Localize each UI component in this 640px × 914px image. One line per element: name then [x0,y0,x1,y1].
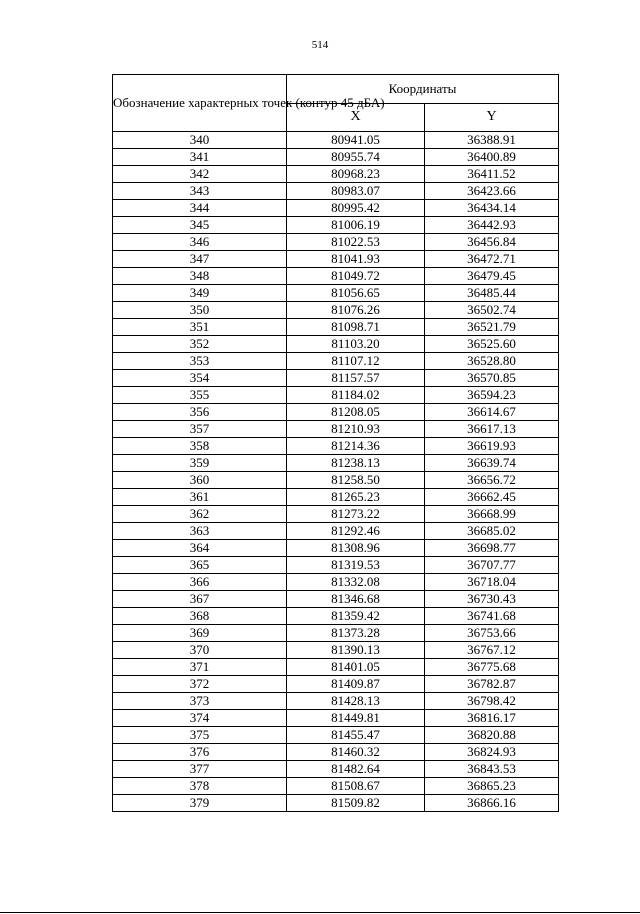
table-row [113,608,559,625]
point-id-cell: 357 [113,421,287,438]
x-coordinate-cell: 81508.67 [287,778,425,795]
x-coordinate-cell: 81210.93 [287,421,425,438]
y-coordinate-cell: 36718.04 [425,574,559,591]
table-row [113,421,559,438]
x-coordinate-cell: 81214.36 [287,438,425,455]
point-id-cell: 350 [113,302,287,319]
y-coordinate-cell: 36485.44 [425,285,559,302]
y-coordinate-cell: 36656.72 [425,472,559,489]
table-row [113,268,559,285]
x-coordinate-cell: 81509.82 [287,795,425,812]
y-coordinate-cell: 36865.23 [425,778,559,795]
table-row [113,132,559,149]
header-point-designation: Обозначение характерных точек (контур 45 дБА) [113,75,287,132]
table-row [113,659,559,676]
y-coordinate-cell: 36824.93 [425,744,559,761]
table-row [113,676,559,693]
point-id-cell: 353 [113,353,287,370]
x-coordinate-cell: 80968.23 [287,166,425,183]
point-id-cell: 375 [113,727,287,744]
table-row [113,489,559,506]
table-body [113,132,559,812]
y-coordinate-cell: 36614.67 [425,404,559,421]
x-coordinate-cell: 81022.53 [287,234,425,251]
x-coordinate-cell: 80983.07 [287,183,425,200]
table-row [113,591,559,608]
y-coordinate-cell: 36668.99 [425,506,559,523]
table-row [113,642,559,659]
point-id-cell: 347 [113,251,287,268]
x-coordinate-cell: 81455.47 [287,727,425,744]
x-coordinate-cell: 81184.02 [287,387,425,404]
y-coordinate-cell: 36388.91 [425,132,559,149]
point-id-cell: 342 [113,166,287,183]
x-coordinate-cell: 81346.68 [287,591,425,608]
point-id-cell: 366 [113,574,287,591]
x-coordinate-cell: 81041.93 [287,251,425,268]
y-coordinate-cell: 36502.74 [425,302,559,319]
point-id-cell: 348 [113,268,287,285]
y-coordinate-cell: 36639.74 [425,455,559,472]
point-id-cell: 373 [113,693,287,710]
x-coordinate-cell: 81098.71 [287,319,425,336]
table-header [113,75,559,132]
bottom-edge-line [0,912,640,913]
table-row [113,285,559,302]
x-coordinate-cell: 81449.81 [287,710,425,727]
x-coordinate-cell: 81273.22 [287,506,425,523]
point-id-cell: 349 [113,285,287,302]
x-coordinate-cell: 81332.08 [287,574,425,591]
y-coordinate-cell: 36456.84 [425,234,559,251]
table-row [113,557,559,574]
x-coordinate-cell: 81390.13 [287,642,425,659]
x-coordinate-cell: 81319.53 [287,557,425,574]
table-row [113,387,559,404]
point-id-cell: 372 [113,676,287,693]
point-id-cell: 352 [113,336,287,353]
y-coordinate-cell: 36767.12 [425,642,559,659]
x-coordinate-cell: 81056.65 [287,285,425,302]
table-row [113,370,559,387]
point-id-cell: 370 [113,642,287,659]
point-id-cell: 346 [113,234,287,251]
table-row [113,166,559,183]
x-coordinate-cell: 81359.42 [287,608,425,625]
y-coordinate-cell: 36820.88 [425,727,559,744]
table-row [113,319,559,336]
y-coordinate-cell: 36400.89 [425,149,559,166]
table-row [113,574,559,591]
table-row [113,778,559,795]
y-coordinate-cell: 36619.93 [425,438,559,455]
point-id-cell: 344 [113,200,287,217]
table-row [113,234,559,251]
x-coordinate-cell: 81428.13 [287,693,425,710]
header-y: Y [425,103,559,132]
point-id-cell: 369 [113,625,287,642]
point-id-cell: 341 [113,149,287,166]
table-row [113,540,559,557]
point-id-cell: 362 [113,506,287,523]
point-id-cell: 368 [113,608,287,625]
table-row [113,795,559,812]
point-id-cell: 376 [113,744,287,761]
x-coordinate-cell: 81103.20 [287,336,425,353]
y-coordinate-cell: 36753.66 [425,625,559,642]
table-row [113,625,559,642]
point-id-cell: 377 [113,761,287,778]
x-coordinate-cell: 81482.64 [287,761,425,778]
x-coordinate-cell: 80995.42 [287,200,425,217]
table-row [113,404,559,421]
x-coordinate-cell: 80941.05 [287,132,425,149]
table-row [113,727,559,744]
x-coordinate-cell: 81292.46 [287,523,425,540]
table-row [113,455,559,472]
x-coordinate-cell: 81107.12 [287,353,425,370]
x-coordinate-cell: 81460.32 [287,744,425,761]
x-coordinate-cell: 81238.13 [287,455,425,472]
point-id-cell: 371 [113,659,287,676]
y-coordinate-cell: 36434.14 [425,200,559,217]
point-id-cell: 363 [113,523,287,540]
point-id-cell: 359 [113,455,287,472]
y-coordinate-cell: 36685.02 [425,523,559,540]
table-row [113,438,559,455]
y-coordinate-cell: 36570.85 [425,370,559,387]
table-row [113,302,559,319]
y-coordinate-cell: 36698.77 [425,540,559,557]
table-row [113,693,559,710]
y-coordinate-cell: 36782.87 [425,676,559,693]
point-id-cell: 343 [113,183,287,200]
table-row [113,336,559,353]
y-coordinate-cell: 36843.53 [425,761,559,778]
x-coordinate-cell: 81049.72 [287,268,425,285]
y-coordinate-cell: 36525.60 [425,336,559,353]
x-coordinate-cell: 81208.05 [287,404,425,421]
x-coordinate-cell: 81258.50 [287,472,425,489]
table-row [113,217,559,234]
point-id-cell: 355 [113,387,287,404]
y-coordinate-cell: 36411.52 [425,166,559,183]
point-id-cell: 374 [113,710,287,727]
x-coordinate-cell: 81308.96 [287,540,425,557]
y-coordinate-cell: 36775.68 [425,659,559,676]
y-coordinate-cell: 36730.43 [425,591,559,608]
x-coordinate-cell: 81157.57 [287,370,425,387]
y-coordinate-cell: 36442.93 [425,217,559,234]
y-coordinate-cell: 36798.42 [425,693,559,710]
point-id-cell: 367 [113,591,287,608]
x-coordinate-cell: 81401.05 [287,659,425,676]
x-coordinate-cell: 81076.26 [287,302,425,319]
table-row [113,251,559,268]
x-coordinate-cell: 81265.23 [287,489,425,506]
y-coordinate-cell: 36662.45 [425,489,559,506]
x-coordinate-cell: 80955.74 [287,149,425,166]
table-row [113,710,559,727]
y-coordinate-cell: 36423.66 [425,183,559,200]
table-row [113,744,559,761]
x-coordinate-cell: 81006.19 [287,217,425,234]
table-row [113,183,559,200]
table-row [113,200,559,217]
y-coordinate-cell: 36741.68 [425,608,559,625]
point-id-cell: 340 [113,132,287,149]
point-id-cell: 361 [113,489,287,506]
point-id-cell: 379 [113,795,287,812]
y-coordinate-cell: 36521.79 [425,319,559,336]
y-coordinate-cell: 36479.45 [425,268,559,285]
point-id-cell: 345 [113,217,287,234]
table-row [113,761,559,778]
point-id-cell: 356 [113,404,287,421]
point-id-cell: 365 [113,557,287,574]
point-id-cell: 378 [113,778,287,795]
table-row [113,523,559,540]
point-id-cell: 358 [113,438,287,455]
y-coordinate-cell: 36594.23 [425,387,559,404]
y-coordinate-cell: 36866.16 [425,795,559,812]
y-coordinate-cell: 36816.17 [425,710,559,727]
table-row [113,149,559,166]
header-x: X [287,103,425,132]
header-coordinates: Координаты [287,75,559,104]
table-row [113,472,559,489]
table-row [113,353,559,370]
y-coordinate-cell: 36617.13 [425,421,559,438]
point-id-cell: 360 [113,472,287,489]
y-coordinate-cell: 36528.80 [425,353,559,370]
page-number: 514 [311,39,329,51]
x-coordinate-cell: 81409.87 [287,676,425,693]
x-coordinate-cell: 81373.28 [287,625,425,642]
point-id-cell: 364 [113,540,287,557]
table-row [113,506,559,523]
point-id-cell: 351 [113,319,287,336]
point-id-cell: 354 [113,370,287,387]
coordinates-table [112,74,559,812]
y-coordinate-cell: 36472.71 [425,251,559,268]
y-coordinate-cell: 36707.77 [425,557,559,574]
